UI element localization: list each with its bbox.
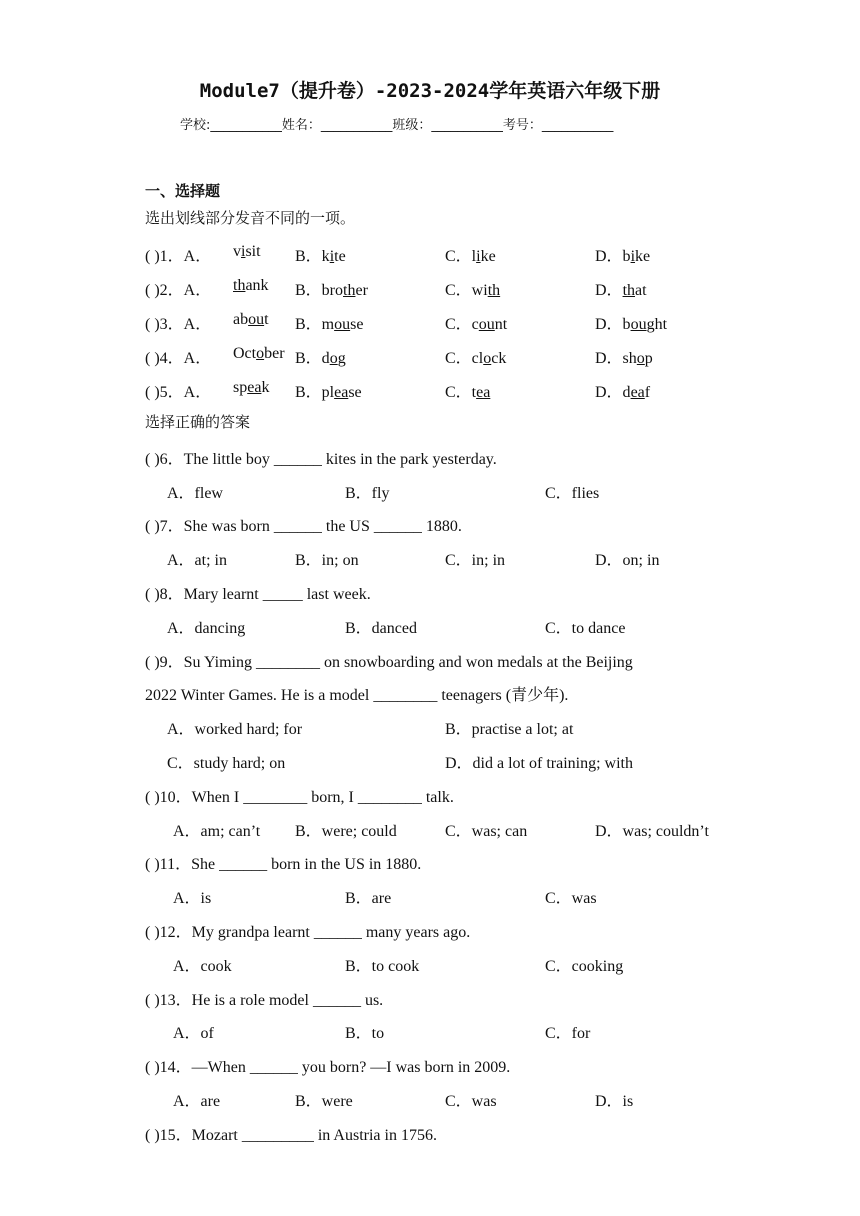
option-b: B．kite (295, 248, 346, 265)
question-10-option-a: A．am; can’t (173, 823, 261, 840)
question-14-option-b: B．were (295, 1093, 353, 1110)
question-11-option-b: B．are (345, 890, 392, 907)
option-a: speak (233, 379, 270, 396)
question-7-option-b: B．in; on (295, 552, 359, 569)
question-11-option-c: C．was (545, 890, 597, 907)
option-c: C．like (445, 248, 496, 265)
question-7-option-d: D．on; in (595, 552, 660, 569)
question-8-stem: ( )8．Mary learnt _____ last week. (145, 586, 371, 603)
question-13-stem: ( )13．He is a role model ______ us. (145, 992, 384, 1009)
question-6-option-c: C．flies (545, 485, 600, 502)
question-6-stem: ( )6．The little boy ______ kites in the park yesterday. (145, 451, 497, 468)
question-6-option-a: A．flew (167, 485, 223, 502)
instruction-choose: 选择正确的答案 (145, 413, 251, 431)
question-11-option-a: A．is (173, 890, 212, 907)
question-12-option-a: A．cook (173, 958, 232, 975)
question-7-stem: ( )7．She was born ______ the US ______ 1880. (145, 518, 462, 535)
option-c: C．tea (445, 384, 491, 401)
question-8-option-a: A．dancing (167, 620, 246, 637)
question-stem: ( )5．A． (145, 384, 212, 401)
question-12-stem: ( )12．My grandpa learnt ______ many years ago. (145, 924, 471, 941)
question-9-stem-line-2: 2022 Winter Games. He is a model ________ teenagers (青少年). (145, 687, 569, 704)
option-c: C．count (445, 316, 508, 333)
option-a: about (233, 311, 269, 328)
option-a: October (233, 345, 285, 362)
option-d: D．bought (595, 316, 668, 333)
option-b: B．please (295, 384, 362, 401)
option-b: B．mouse (295, 316, 364, 333)
question-9-stem-line-1: ( )9．Su Yiming ________ on snowboarding and won medals at the Beijing (145, 654, 633, 671)
question-9-option-c: C．study hard; on (167, 755, 286, 772)
question-8-option-b: B．danced (345, 620, 417, 637)
student-info-line: 学校:___________姓名：___________班级：___________考号：___________ (180, 118, 614, 133)
option-d: D．bike (595, 248, 651, 265)
question-13-option-c: C．for (545, 1025, 591, 1042)
question-14-stem: ( )14．—When ______ you born? —I was born in 2009. (145, 1059, 511, 1076)
question-stem: ( )3．A． (145, 316, 212, 333)
section-heading: 一、选择题 (145, 182, 221, 200)
question-7-option-c: C．in; in (445, 552, 506, 569)
question-7-option-a: A．at; in (167, 552, 227, 569)
option-d: D．deaf (595, 384, 651, 401)
option-a: visit (233, 243, 261, 260)
question-8-option-c: C．to dance (545, 620, 626, 637)
option-c: C．clock (445, 350, 507, 367)
option-b: B．brother (295, 282, 368, 299)
question-10-option-d: D．was; couldn’t (595, 823, 709, 840)
question-12-option-b: B．to cook (345, 958, 420, 975)
question-13-option-b: B．to (345, 1025, 385, 1042)
question-11-stem: ( )11．She ______ born in the US in 1880. (145, 856, 422, 873)
question-10-option-b: B．were; could (295, 823, 397, 840)
question-14-option-c: C．was (445, 1093, 497, 1110)
option-d: D．shop (595, 350, 653, 367)
question-14-option-a: A．are (173, 1093, 221, 1110)
question-stem: ( )1．A． (145, 248, 212, 265)
question-9-option-b: B．practise a lot; at (445, 721, 574, 738)
question-12-option-c: C．cooking (545, 958, 624, 975)
question-9-option-d: D．did a lot of training; with (445, 755, 633, 772)
question-stem: ( )2．A． (145, 282, 212, 299)
option-c: C．with (445, 282, 501, 299)
instruction-pronunciation: 选出划线部分发音不同的一项。 (145, 209, 356, 227)
question-13-option-a: A．of (173, 1025, 214, 1042)
question-9-option-a: A．worked hard; for (167, 721, 303, 738)
question-15-stem: ( )15．Mozart _________ in Austria in 1756. (145, 1127, 437, 1144)
option-d: D．that (595, 282, 647, 299)
option-a: thank (233, 277, 269, 294)
question-stem: ( )4．A． (145, 350, 212, 367)
page-title: Module7（提升卷）-2023-2024学年英语六年级下册 (199, 80, 661, 102)
question-14-option-d: D．is (595, 1093, 634, 1110)
question-10-option-c: C．was; can (445, 823, 528, 840)
question-10-stem: ( )10．When I ________ born, I ________ talk. (145, 789, 454, 806)
question-6-option-b: B．fly (345, 485, 390, 502)
option-b: B．dog (295, 350, 346, 367)
